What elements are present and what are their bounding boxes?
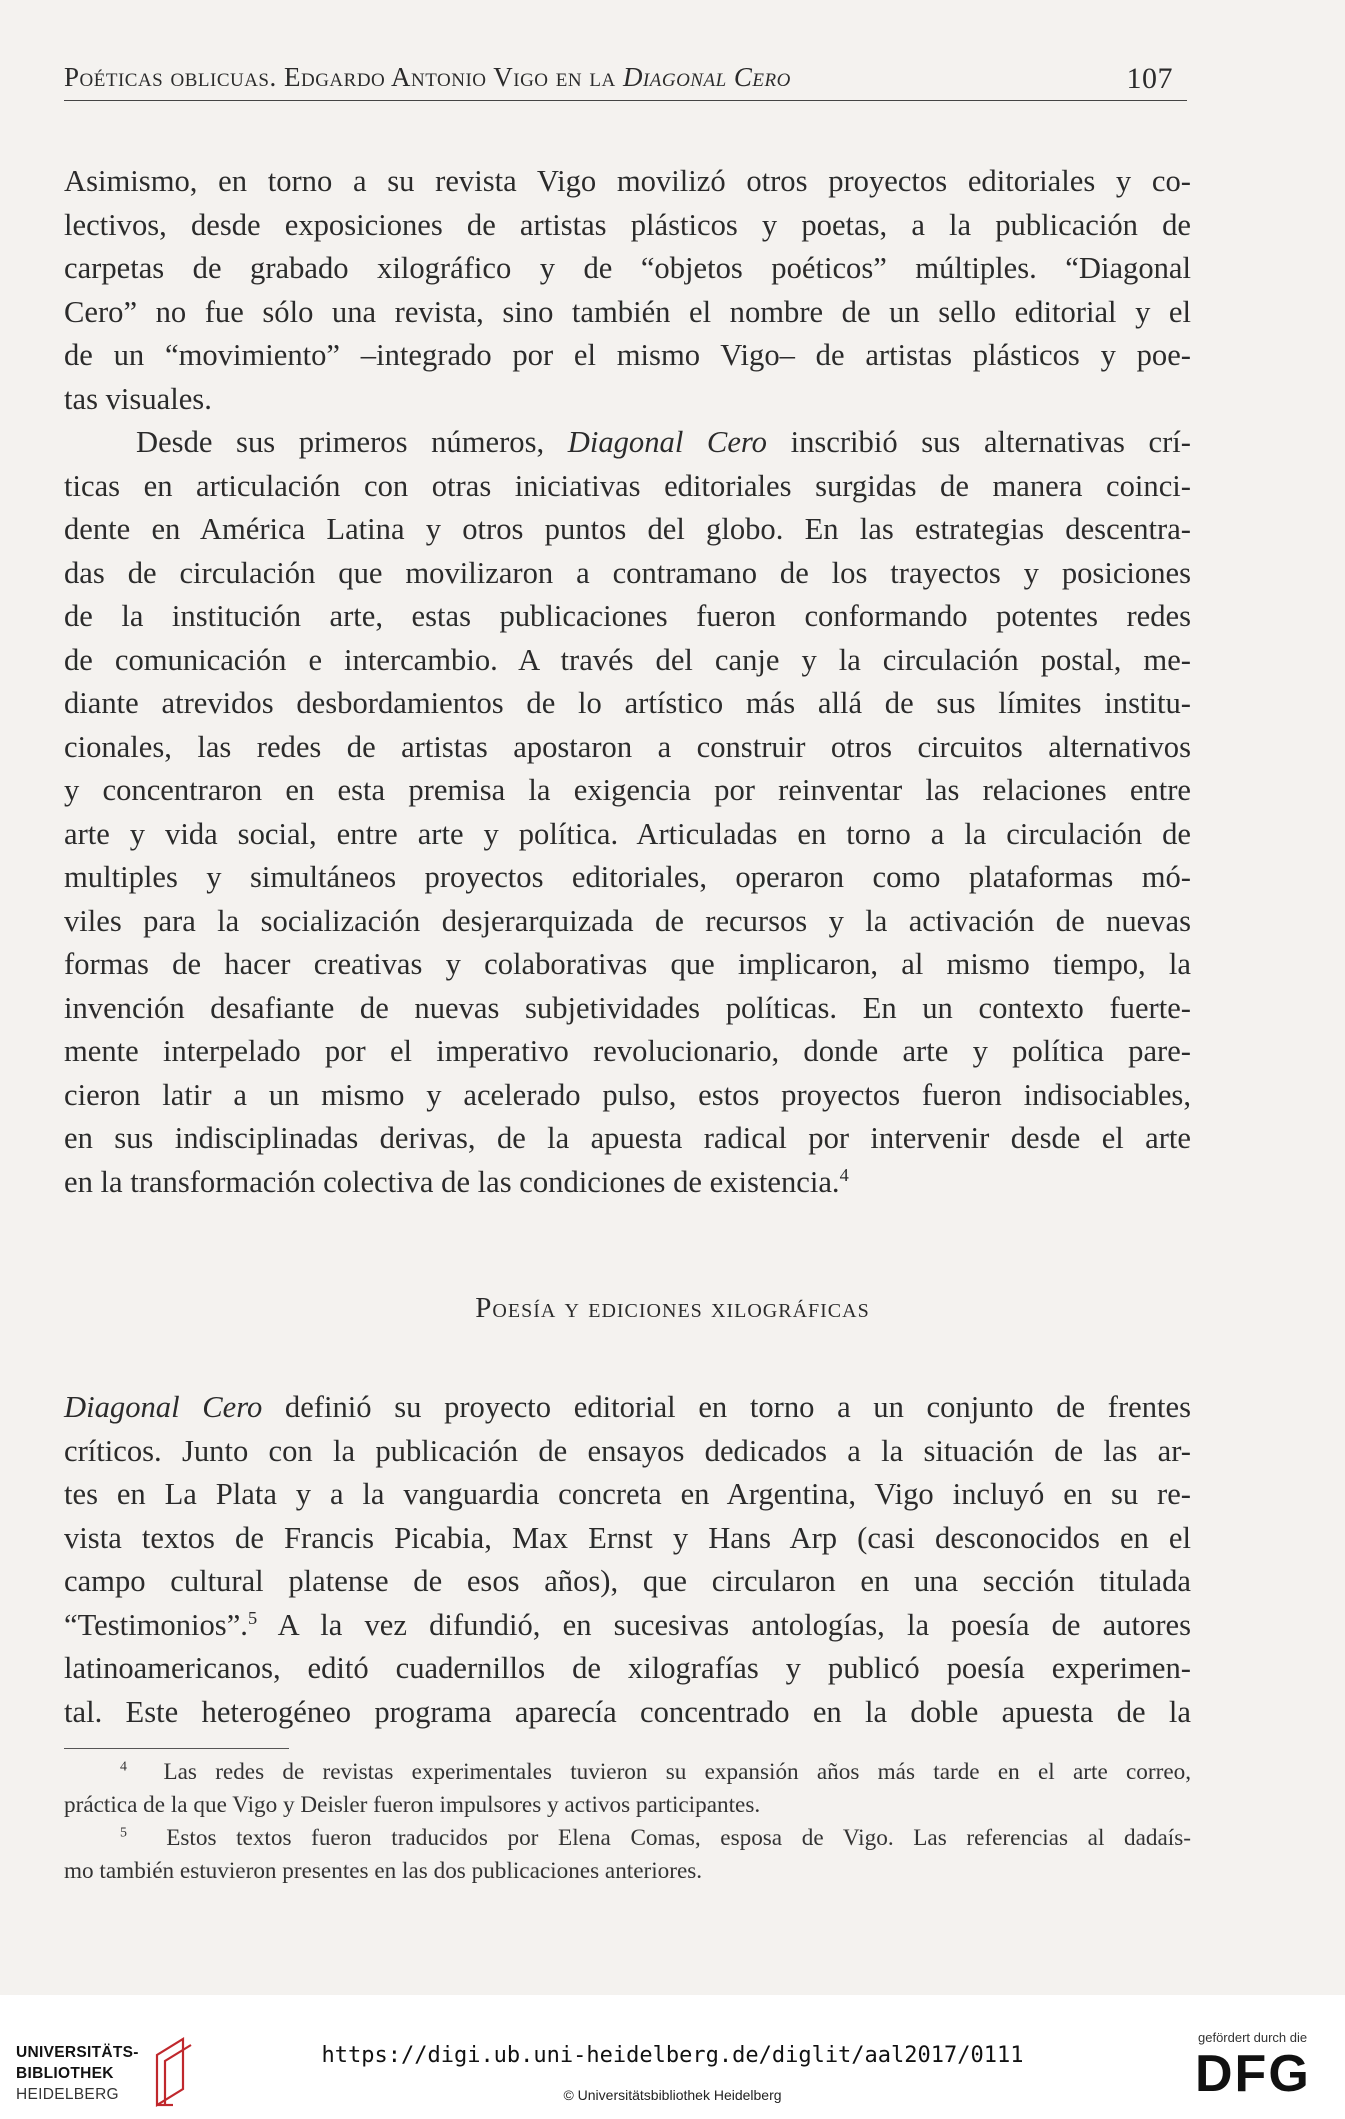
- footnote-text: Las redes de revistas experimentales tuvieron su expansión años más tarde en el arte correo,: [163, 1759, 1191, 1785]
- text-line: lectivos, desde exposiciones de artistas plásticos y poetas, a la publicación de: [64, 207, 1191, 242]
- journal-title-italic: Diagonal Cero: [64, 1390, 263, 1424]
- text-line: formas de hacer creativas y colaborativas que implicaron, al mismo tiempo, la: [64, 947, 1191, 981]
- paragraph-2: [64, 421, 1191, 1204]
- footnote-number: 5: [120, 1825, 127, 1841]
- body-text: [64, 160, 1191, 1204]
- dfg-logo-text: DFG: [1195, 2045, 1311, 2103]
- text-line: multiples y simultáneos proyectos editoriales, operaron como plataformas mó-: [64, 860, 1191, 894]
- footnote-line: práctica de la que Vigo y Deisler fueron impulsores y activos participantes.: [64, 1792, 761, 1818]
- text-line: Asimismo, en torno a su revista Vigo movilizó otros proyectos editoriales y co-: [64, 164, 1191, 198]
- footnote-divider: [64, 1748, 289, 1749]
- text-line: vista textos de Francis Picabia, Max Ernst y Hans Arp (casi desconocidos en el: [64, 1520, 1191, 1555]
- footnote-ref-5[interactable]: 5: [247, 1607, 258, 1628]
- text-run: A la vez difundió, en sucesivas antologías, la poesía de autores: [257, 1607, 1191, 1642]
- journal-title-italic: Diagonal Cero: [567, 425, 767, 459]
- paragraph-3: [64, 1386, 1191, 1734]
- running-head-title-text: Poéticas oblicuas. Edgardo Antonio Vigo en la: [64, 62, 623, 92]
- text-line: arte y vida social, entre arte y política. Articuladas en torno a la circulación de: [64, 816, 1191, 851]
- running-head-title: [64, 62, 791, 93]
- text-line: [64, 1161, 1191, 1205]
- text-line: de comunicación e intercambio. A través del canje y la circulación postal, me-: [64, 642, 1191, 677]
- text-line: invención desafiante de nuevas subjetividades políticas. En un contexto fuerte-: [64, 990, 1191, 1025]
- text-run: en la transformación colectiva de las condiciones de existencia.: [64, 1164, 840, 1199]
- permalink-url[interactable]: https://digi.ub.uni-heidelberg.de/diglit/aal2017/0111: [321, 2043, 1024, 2068]
- text-line: y concentraron en esta premisa la exigencia por reinventar las relaciones entre: [64, 773, 1191, 807]
- text-line: tes en La Plata y a la vanguardia concreta en Argentina, Vigo incluyó en su re-: [64, 1477, 1191, 1511]
- text-line: campo cultural platense de esos años), que circularon en una sección titulada: [64, 1564, 1191, 1598]
- text-line: [64, 1386, 1191, 1430]
- page-number: 107: [1126, 62, 1173, 95]
- footnotes: [64, 1756, 1191, 1888]
- running-head: [64, 58, 1187, 101]
- footnote-line: mo también estuvieron presentes en las dos publicaciones anteriores.: [64, 1858, 703, 1884]
- text-line: viles para la socialización desjerarquizada de recursos y la activación de nuevas: [64, 903, 1191, 938]
- paragraph-1: [64, 160, 1191, 421]
- footnote-number: 4: [120, 1759, 127, 1775]
- text-line: das de circulación que movilizaron a contramano de los trayectos y posiciones: [64, 555, 1191, 590]
- library-name-line3: HEIDELBERG: [16, 2086, 119, 2103]
- text-run: Desde sus primeros números,: [136, 425, 568, 459]
- text-line: mente interpelado por el imperativo revolucionario, donde arte y política pare-: [64, 1034, 1191, 1068]
- dfg-logo[interactable]: [1195, 2030, 1335, 2110]
- text-line: diante atrevidos desbordamientos de lo artístico más allá de sus límites institu-: [64, 686, 1191, 720]
- text-line: carpetas de grabado xilográfico y de “objetos poéticos” múltiples. “Diagonal: [64, 251, 1191, 285]
- text-line: [64, 1604, 1191, 1648]
- body-text-section: [64, 1386, 1191, 1734]
- text-line: latinoamericanos, editó cuadernillos de xilografías y publicó poesía experimen-: [64, 1651, 1191, 1685]
- text-line: [64, 421, 1191, 465]
- footnote-5: [64, 1822, 1191, 1888]
- text-run: definió su proyecto editorial en torno a un conjunto de frentes: [262, 1390, 1191, 1424]
- text-line: de un “movimiento” –integrado por el mismo Vigo– de artistas plásticos y poe-: [64, 338, 1191, 372]
- text-line: tas visuales.: [64, 381, 212, 416]
- text-line: ticas en articulación con otras iniciativas editoriales surgidas de manera coinci-: [64, 468, 1191, 503]
- text-line: críticos. Junto con la publicación de ensayos dedicados a la situación de las ar-: [64, 1433, 1191, 1468]
- library-name-line2: BIBLIOTHEK: [16, 2065, 114, 2082]
- text-run: “Testimonios”.: [64, 1607, 248, 1642]
- footnote-text: Estos textos fueron traducidos por Elena Comas, esposa de Vigo. Las referencias al dadaís-: [166, 1825, 1191, 1851]
- text-run: inscribió sus alternativas crí-: [766, 425, 1191, 459]
- text-line: cieron latir a un mismo y acelerado pulso, estos proyectos fueron indisociables,: [64, 1077, 1191, 1112]
- text-line: en sus indisciplinadas derivas, de la apuesta radical por intervenir desde el arte: [64, 1121, 1191, 1155]
- text-line: Cero” no fue sólo una revista, sino también el nombre de un sello editorial y el: [64, 294, 1191, 329]
- footnote-4: [64, 1756, 1191, 1822]
- footnote-line: [64, 1822, 1191, 1855]
- footnote-line: [64, 1756, 1191, 1789]
- funder-note: gefördert durch die: [1198, 2030, 1308, 2045]
- library-name-line1: UNIVERSITÄTS-: [16, 2044, 139, 2061]
- section-heading: Poesía y ediciones xilográficas: [475, 1292, 870, 1324]
- copyright-notice: © Universitätsbibliothek Heidelberg: [563, 2087, 782, 2103]
- text-line: dente en América Latina y otros puntos del globo. En las estrategias descentra-: [64, 512, 1191, 546]
- text-line: de la institución arte, estas publicaciones fueron conformando potentes redes: [64, 599, 1191, 633]
- text-line: cionales, las redes de artistas apostaron a construir otros circuitos alternativos: [64, 729, 1191, 764]
- text-line: tal. Este heterogéneo programa aparecía concentrado en la doble apuesta de la: [64, 1694, 1191, 1729]
- running-head-title-italic: Diagonal Cero: [622, 62, 791, 92]
- footnote-ref-4[interactable]: 4: [839, 1164, 849, 1185]
